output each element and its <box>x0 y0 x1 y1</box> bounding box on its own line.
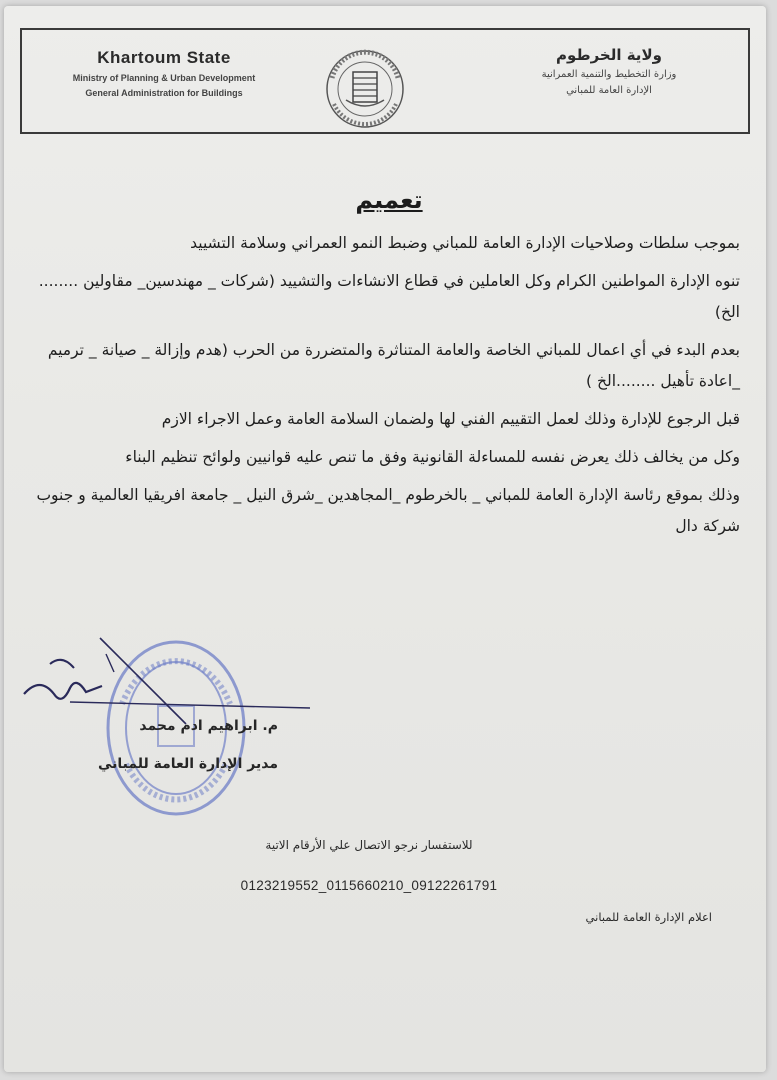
letterhead-english <box>44 48 284 98</box>
circular-title: تعميم <box>355 186 423 214</box>
ministry-name-en: Ministry of Planning & Urban Development <box>72 73 256 83</box>
signatory-title: مدير الإدارة العامة للمباني <box>98 756 278 772</box>
issuer-footer: اعلام الإدارة العامة للمباني <box>585 910 712 924</box>
phone-numbers: 0123219552_0115660210_09122261791 <box>240 878 498 893</box>
paragraph-prohibition: بعدم البدء في أي اعمال للمباني الخاصة والعامة المتناثرة والمتضررة من الحرب (هدم وإزالة _ صيانة _ ترميم _اعادة تأهيل ........الخ ) <box>47 341 740 390</box>
paragraph-notice: تنوه الإدارة المواطنين الكرام وكل العاملين في قطاع الانشاءات والتشييد (شركات _ مهندسين_ مقاولين ........ الخ) <box>38 272 740 321</box>
admin-name-ar: الإدارة العامة للمباني <box>566 85 652 96</box>
paragraph-location: وذلك بموقع رئاسة الإدارة العامة للمباني _ بالخرطوم _المجاهدين _شرق النيل _ جامعة افريقيا العالمية و جنوب شركة دال <box>36 486 740 535</box>
ministry-name-ar: وزارة التخطيط والتنمية العمرانية <box>541 69 677 80</box>
contact-label: للاستفسار نرجو الاتصال علي الأرقام الاتية <box>265 838 473 852</box>
letterhead <box>20 28 750 134</box>
paragraph-penalty: وكل من يخالف ذلك يعرض نفسه للمساءلة القانونية وفق ما تنص عليه قوانيين ولوائح تنظيم البناء <box>125 448 740 466</box>
government-emblem-icon <box>320 48 410 130</box>
signatory-name: م. ابراهيم ادم محمد <box>139 718 278 734</box>
state-name-ar: ولاية الخرطوم <box>556 46 662 64</box>
state-name-en: Khartoum State <box>97 48 231 67</box>
document-page <box>4 6 766 1072</box>
circular-body <box>32 228 740 549</box>
letterhead-arabic <box>494 46 724 96</box>
admin-name-en: General Administration for Buildings <box>85 88 243 98</box>
paragraph-authority: بموجب سلطات وصلاحيات الإدارة العامة للمباني وضبط النمو العمراني وسلامة التشييد <box>190 234 740 252</box>
signature-block <box>4 616 324 836</box>
handwritten-signature-icon <box>10 636 330 726</box>
paragraph-requirement: قبل الرجوع للإدارة وذلك لعمل التقييم الفني لها ولضمان السلامة العامة وعمل الاجراء الازم <box>161 410 740 428</box>
